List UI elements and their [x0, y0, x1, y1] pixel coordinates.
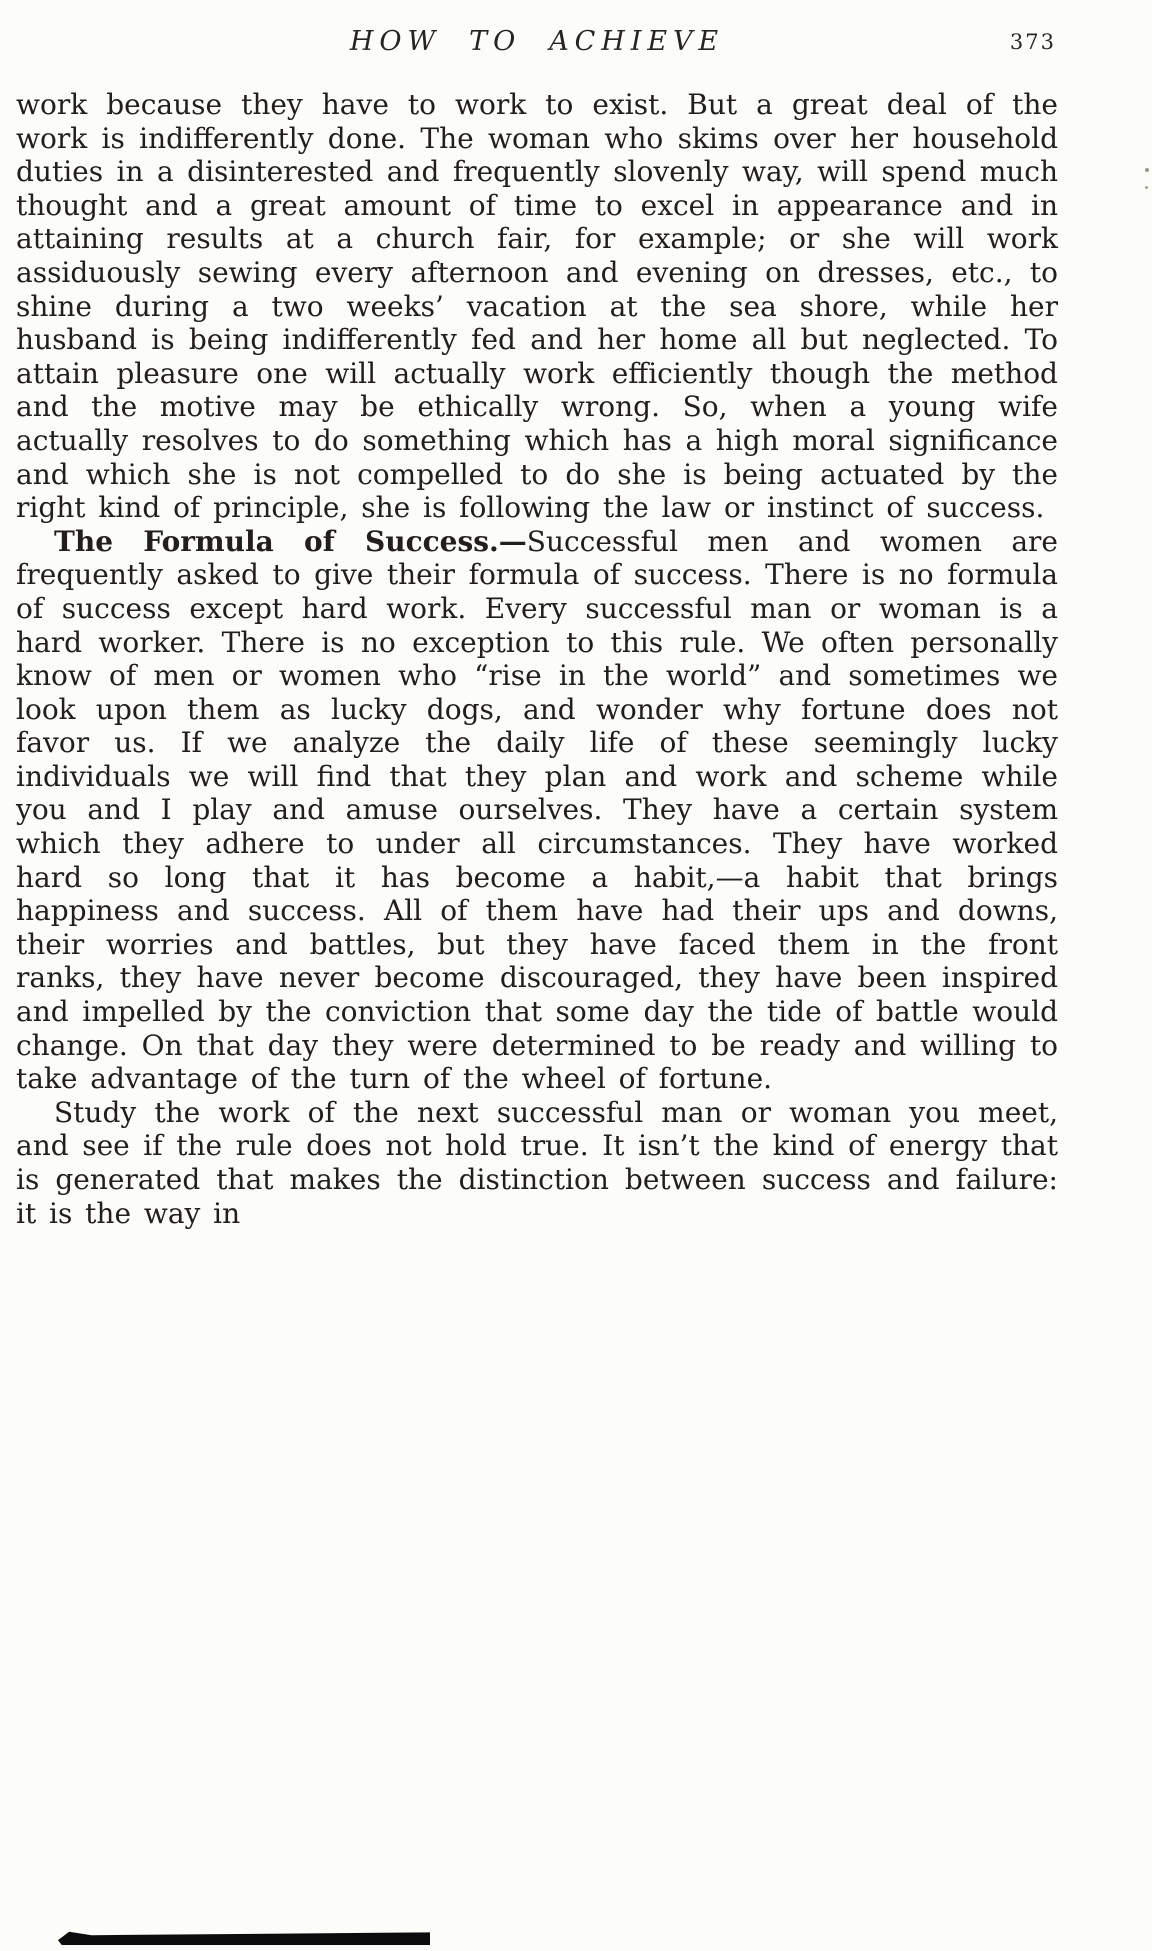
- page-number: 373: [1009, 30, 1056, 54]
- paragraph-3: [16, 1096, 1058, 1230]
- paragraph-2-lead: The Formula of Success.—: [54, 524, 527, 558]
- scan-speck: [1145, 186, 1148, 189]
- scan-artifact-bar: [58, 1931, 430, 1945]
- paragraph-2-text: Successful men and women are frequently asked to give their formula of success. There is no formula of success except hard work. Every successful man or woman is a hard worker. There is no exception to this rule. We often personally know of men or women who “rise in the world” and sometimes we look upon them as lucky dogs, and wonder why fortune does not favor us. If we analyze the daily life of these seemingly lucky individuals we will find that they plan and work and scheme while you and I play and amuse ourselves. They have a certain system which they adhere to under all circumstances. They have worked hard so long that it has become a habit,—a habit that brings happiness and success. All of them have had their ups and downs, their worries and battles, but they have faced them in the front ranks, they have never become discouraged, they have been inspired and impelled by the conviction that some day the tide of battle would change. On that day they were determined to be ready and willing to take advantage of the turn of the wheel of fortune.: [16, 524, 1059, 1096]
- paragraph-2: [16, 525, 1058, 1096]
- body-text: [16, 88, 1058, 1230]
- page-header: [16, 20, 1058, 70]
- scan-speck: [1145, 168, 1149, 172]
- paragraph-3-text: Study the work of the next successful man or woman you meet, and see if the rule does not hold true. It isn’t the kind of energy that is generated that makes the distinction between success and failure: it is the way in: [16, 1095, 1058, 1230]
- paragraph-1: [16, 88, 1058, 525]
- running-title: HOW TO ACHIEVE: [349, 26, 725, 57]
- paragraph-1-text: work because they have to work to exist. But a great deal of the work is indifferently done. The woman who skims over her household duties in a disinterested and frequently slovenly way, will spend much thought and a great amount of time to excel in appearance and in attaining results at a church fair, for example; or she will work assiduously sewing every afternoon and evening on dresses, etc., to shine during a two weeks’ vacation at the sea shore, while her husband is being indifferently fed and her home all but neglected. To attain pleasure one will actually work efficiently though the method and the motive may be ethically wrong. So, when a young wife actually resolves to do something which has a high moral significance and which she is not compelled to do she is being actuated by the right kind of principle, she is following the law or instinct of success.: [16, 88, 1058, 525]
